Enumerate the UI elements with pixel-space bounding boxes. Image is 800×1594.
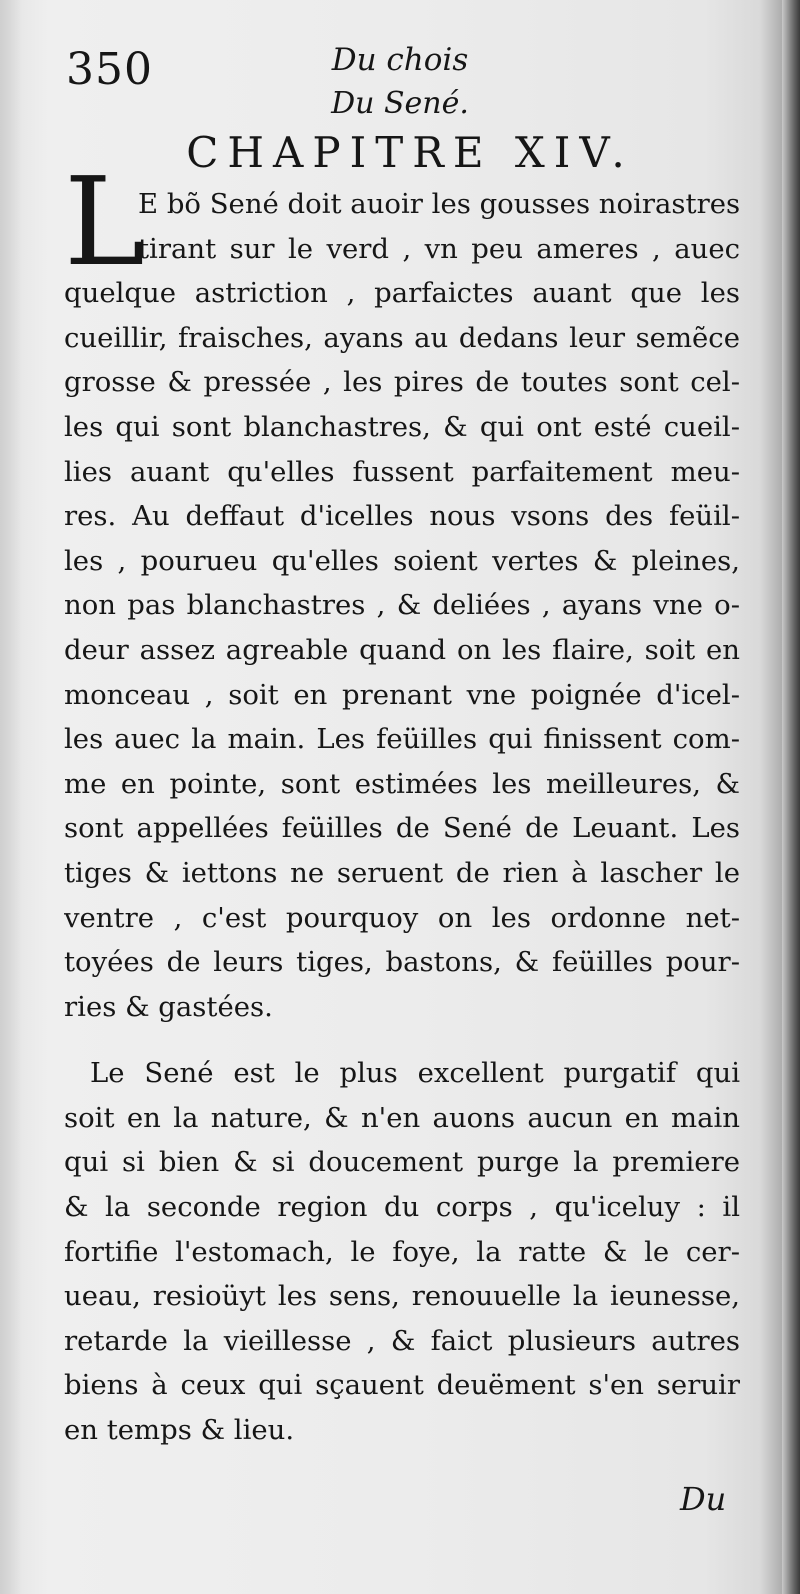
text-line: biens à ceux qui sçauent deuëment s'en seruir <box>64 1369 740 1402</box>
text-line: lies auant qu'elles fussent parfaitement meu- <box>64 455 740 488</box>
paragraph <box>64 182 740 1029</box>
text-line: ventre , c'est pourquoy on les ordonne net- <box>64 901 740 934</box>
text-line: cueillir, fraisches, ayans au dedans leur semẽce <box>64 321 740 354</box>
text-line: les qui sont blanchastres, & qui ont esté cueil- <box>64 410 740 443</box>
text-line: tiges & iettons ne seruent de rien à lascher le <box>64 856 740 889</box>
text-line: E bõ Sené doit auoir les gousses noirastres <box>138 188 740 220</box>
text-line: ries & gastées. <box>64 990 273 1023</box>
text-line: qui si bien & si doucement purge la premiere <box>64 1146 740 1179</box>
text-line: res. Au deffaut d'icelles nous vsons des feüil- <box>64 500 740 533</box>
drop-cap: L <box>64 151 146 293</box>
text-line: ueau, resioüyt les sens, renouuelle la ieunesse, <box>64 1280 740 1313</box>
body-text <box>64 182 740 1453</box>
page-number: 350 <box>66 44 153 95</box>
text-line: retarde la vieillesse , & faict plusieurs autres <box>64 1324 740 1357</box>
text-line: Le Sené est le plus excellent purgatif qui <box>90 1057 740 1090</box>
text-line: toyées de leurs tiges, bastons, & feüilles pour- <box>64 946 740 979</box>
text-line: en temps & lieu. <box>64 1414 295 1447</box>
text-line: quelque astriction , parfaictes auant que les <box>64 277 740 310</box>
text-line: soit en la nature, & n'en auons aucun en main <box>64 1101 740 1134</box>
chapter-heading: CHAPITRE XIV. <box>186 128 634 177</box>
paragraph <box>64 1051 740 1452</box>
text-line: monceau , soit en prenant vne poignée d'icel- <box>64 678 740 711</box>
text-line: grosse & pressée , les pires de toutes sont cel- <box>64 366 740 399</box>
text-line: tirant sur le verd , vn peu ameres , auec <box>138 232 740 265</box>
text-line: deur assez agreable quand on les flaire, soit en <box>64 633 740 666</box>
page-gutter-shadow <box>0 0 22 1594</box>
running-head: Du chois <box>331 42 469 78</box>
paragraph-gap <box>64 1029 740 1051</box>
text-line: les , pourueu qu'elles soient vertes & pleines, <box>64 544 740 577</box>
text-line: sont appellées feüilles de Sené de Leuant. Les <box>64 812 740 845</box>
page-edge-shadow <box>782 0 800 1594</box>
section-title: Du Sené. <box>331 86 469 121</box>
text-line: non pas blanchastres , & deliées , ayans vne o- <box>64 589 740 622</box>
text-line: les auec la main. Les feüilles qui finissent com- <box>64 723 740 756</box>
catchword: Du <box>680 1480 727 1518</box>
text-line: & la seconde region du corps , qu'iceluy : il <box>64 1191 740 1224</box>
text-line: fortifie l'estomach, le foye, la ratte & le cer- <box>64 1235 740 1268</box>
text-line: me en pointe, sont estimées les meilleures, & <box>64 767 740 800</box>
